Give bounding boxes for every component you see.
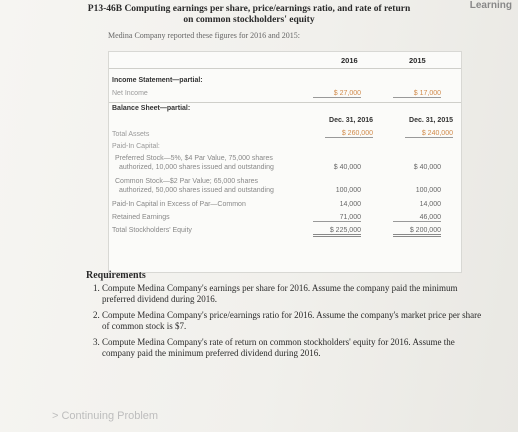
section-divider <box>109 102 461 103</box>
common-2015: 100,000 <box>415 187 441 194</box>
total-assets-2016: $ 260,000 <box>325 130 373 138</box>
requirements-list <box>86 283 486 359</box>
balance-sheet-header: Balance Sheet—partial: <box>112 105 191 112</box>
total-se-2015: $ 200,000 <box>393 227 441 237</box>
requirements-section <box>86 270 486 364</box>
corner-label: Learning <box>469 0 512 11</box>
net-income-label: Net Income <box>112 90 148 97</box>
preferred-2016: $ 40,000 <box>333 164 361 171</box>
paid-in-capital-label: Paid-In Capital: <box>112 143 160 150</box>
total-assets-label: Total Assets <box>112 131 150 138</box>
total-se-2016: $ 225,000 <box>313 227 361 237</box>
requirement-item: 1. Compute Medina Company's earnings per share for 2016. Assume the company paid the minimum preferred dividend during 2016. <box>102 283 486 305</box>
requirements-heading: Requirements <box>86 270 146 281</box>
preferred-stock-label-1: Preferred Stock—5%, $4 Par Value, 75,000 shares <box>115 155 273 162</box>
problem-title-line-2: on common stockholders' equity <box>183 15 315 25</box>
requirement-item: 2. Compute Medina Company's price/earnings ratio for 2016. Assume the company's market price per share of common stock is $7. <box>102 310 486 332</box>
common-stock-label-2: authorized, 50,000 shares issued and outstanding <box>119 187 274 194</box>
date-header-2015: Dec. 31, 2015 <box>409 117 453 124</box>
retained-earnings-label: Retained Earnings <box>112 214 170 221</box>
excess-par-2015: 14,000 <box>419 201 441 208</box>
problem-title <box>84 4 414 26</box>
total-assets-2015: $ 240,000 <box>405 130 453 138</box>
financial-table <box>108 51 462 273</box>
preferred-stock-label-2: authorized, 10,000 shares issued and outstanding <box>119 164 274 171</box>
problem-title-line-1: P13-46B Computing earnings per share, price/earnings ratio, and rate of return <box>87 4 411 14</box>
net-income-2016: $ 27,000 <box>313 90 361 98</box>
common-2016: 100,000 <box>335 187 361 194</box>
net-income-2015: $ 17,000 <box>393 90 441 98</box>
col-header-2016: 2016 <box>341 56 358 65</box>
col-header-2015: 2015 <box>409 56 426 65</box>
continuing-problem-link[interactable]: > Continuing Problem <box>52 410 159 422</box>
problem-intro: Medina Company reported these figures for 2016 and 2015: <box>108 31 300 40</box>
date-header-2016: Dec. 31, 2016 <box>329 117 373 124</box>
excess-par-2016: 14,000 <box>339 201 361 208</box>
excess-par-label: Paid-In Capital in Excess of Par—Common <box>112 201 246 208</box>
common-stock-label-1: Common Stock—$2 Par Value; 65,000 shares <box>115 178 259 185</box>
header-divider <box>109 68 461 69</box>
total-se-label: Total Stockholders' Equity <box>112 227 192 234</box>
retained-earnings-2016: 71,000 <box>313 214 361 222</box>
requirement-item: 3. Compute Medina Company's rate of return on common stockholders' equity for 2016. Assume the company paid the minimum preferred dividend during 2016. <box>102 337 486 359</box>
retained-earnings-2015: 46,000 <box>393 214 441 222</box>
preferred-2015: $ 40,000 <box>413 164 441 171</box>
income-statement-header: Income Statement—partial: <box>112 77 203 84</box>
